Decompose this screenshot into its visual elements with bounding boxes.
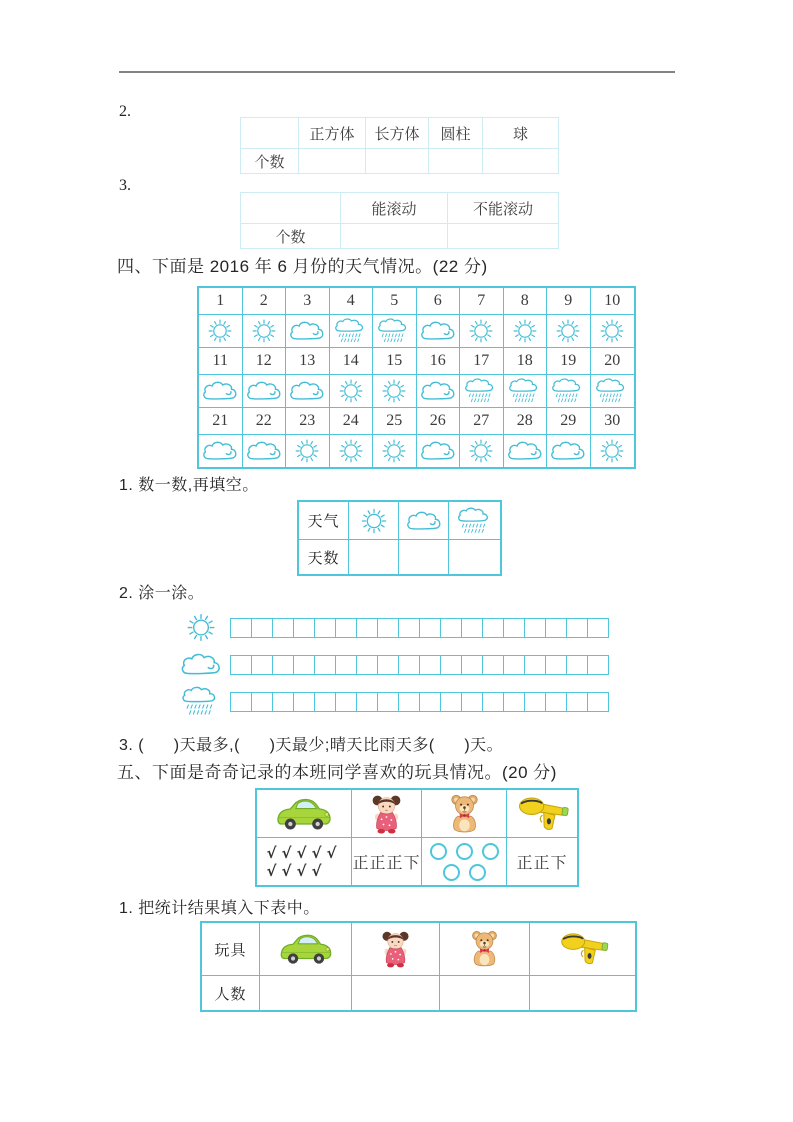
paint-box [398,655,420,675]
calendar-day-cell: 29 [547,408,591,435]
table-header-cell: 长方体 [366,118,429,149]
paint-box [293,655,315,675]
car-image [277,930,335,968]
calendar-weather-cell [460,315,504,348]
calendar-weather-cell [199,375,243,408]
gun-image-cell [530,923,635,976]
sun-icon [592,317,632,345]
table-empty-cell [366,149,429,173]
sun-icon [505,317,545,345]
paint-box [566,692,588,712]
paint-box [440,655,462,675]
tally-marks-text: 正正正下 [352,855,421,872]
paint-box [293,618,315,638]
calendar-weather-cell [330,435,374,467]
calendar-weather-cell [373,435,417,467]
tally-checkmarks [266,844,341,880]
paint-box [398,692,420,712]
table-header-cell: 不能滚动 [448,193,558,224]
paint-box [461,618,483,638]
paint-box [482,655,504,675]
paint-box [587,618,609,638]
paint-box [314,692,336,712]
gun-image [556,931,610,967]
cloud-icon [287,317,327,345]
calendar-day-cell: 16 [417,348,461,375]
sun-icon [548,317,588,345]
fill-blanks-question: 3. ( )天最多,( )天最少;晴天比雨天多( )天。 [119,737,504,754]
paint-box [356,692,378,712]
paint-box [419,618,441,638]
calendar-day-cell: 17 [460,348,504,375]
table-header-cell: 球 [483,118,558,149]
paint-box [251,655,273,675]
tally-circles [430,843,499,881]
paint-box [230,618,252,638]
paint-box [314,655,336,675]
calendar-weather-cell [504,435,548,467]
rolling-table [240,192,559,249]
car-image [273,794,335,834]
days-row-label-cell: 天数 [299,540,349,574]
calendar-weather-cell [547,315,591,348]
paint-box [566,618,588,638]
calendar-weather-cell [417,315,461,348]
rain-icon [455,506,495,536]
rain-icon [592,377,632,405]
paint-box [356,655,378,675]
sun-icon [354,506,394,536]
calendar-day-cell: 19 [547,348,591,375]
days-empty-cell [449,540,500,574]
cloud-icon [287,377,327,405]
tally-cell [507,838,577,885]
tally-cell [352,838,422,885]
calendar-weather-cell [504,375,548,408]
cloud-icon [200,437,240,465]
question-2-label: 2. [119,103,131,120]
table-empty-cell [429,149,483,173]
paint-box [503,655,525,675]
paint-box [251,692,273,712]
paint-box [335,655,357,675]
rain-icon [374,317,414,345]
calendar-weather-cell [243,375,287,408]
calendar-weather-cell [243,315,287,348]
sun-label [178,611,224,644]
calendar-day-cell: 5 [373,288,417,315]
paint-box [377,655,399,675]
paint-box [440,618,462,638]
calendar-day-cell: 23 [286,408,330,435]
paint-box [419,655,441,675]
paint-box-strip [230,655,609,675]
people-empty-cell [440,976,530,1010]
calendar-day-cell: 21 [199,408,243,435]
paint-box [503,618,525,638]
bear-image-cell [422,790,507,838]
rain-icon [461,377,501,405]
cloud-icon [418,317,458,345]
paint-box [293,692,315,712]
calendar-day-cell: 2 [243,288,287,315]
calendar-day-cell: 1 [199,288,243,315]
cloud-label [178,648,224,681]
circle-mark [456,843,473,860]
cloud-icon [418,377,458,405]
paint-box [314,618,336,638]
table-empty-cell [341,224,448,248]
paint-box [545,655,567,675]
sun-icon [244,317,284,345]
paint-box [461,655,483,675]
people-row-label-cell: 人数 [202,976,260,1010]
circle-row [430,843,499,860]
calendar-weather-cell [286,435,330,467]
cloud-icon [178,648,224,681]
paint-box [545,692,567,712]
calendar-day-cell: 18 [504,348,548,375]
calendar-day-cell: 26 [417,408,461,435]
circle-mark [443,864,460,881]
sun-icon [461,317,501,345]
weather-row-label-cell: 天气 [299,502,349,540]
paint-box [398,618,420,638]
paint-box [251,618,273,638]
paint-box [524,692,546,712]
paint-box [377,618,399,638]
cloud-icon [244,437,284,465]
paint-box [545,618,567,638]
table-header-cell: 能滚动 [341,193,448,224]
calendar-weather-cell [286,315,330,348]
paint-box [272,655,294,675]
days-empty-cell [399,540,449,574]
calendar-day-cell: 20 [591,348,635,375]
paint-box [230,655,252,675]
calendar-weather-cell [330,315,374,348]
toy-tally-table [255,788,579,887]
weather-icon-cell [449,502,500,540]
checkmark-line: √√√√ [266,861,327,880]
sun-icon [331,437,371,465]
paint-box [587,655,609,675]
paint-box [335,692,357,712]
tally-cell [257,838,352,885]
weather-icon-cell [349,502,399,540]
calendar-day-cell: 24 [330,408,374,435]
paint-box [335,618,357,638]
calendar-weather-cell [591,435,635,467]
weather-count-table [297,500,502,576]
weather-calendar [197,286,636,469]
sun-icon [461,437,501,465]
calendar-day-cell: 13 [286,348,330,375]
paint-box [230,692,252,712]
paint-box [461,692,483,712]
count-question-label: 1. 数一数,再填空。 [119,477,259,494]
calendar-day-cell: 30 [591,408,635,435]
sun-icon [592,437,632,465]
bear-image-cell [440,923,530,976]
calendar-weather-cell [460,435,504,467]
table-corner-cell [241,118,299,149]
calendar-day-cell: 4 [330,288,374,315]
rain-icon [178,685,224,718]
sun-icon [331,377,371,405]
doll-image-cell [352,790,422,838]
calendar-weather-cell [417,375,461,408]
sun-icon [374,377,414,405]
paint-box [419,692,441,712]
shapes-count-table [240,117,559,174]
calendar-day-cell: 8 [504,288,548,315]
paint-box [482,692,504,712]
weather-icon-cell [399,502,449,540]
calendar-weather-cell [243,435,287,467]
paint-question-label: 2. 涂一涂。 [119,585,205,602]
table-row-label-cell: 个数 [241,149,299,173]
sun-icon [200,317,240,345]
rain-icon [331,317,371,345]
cloud-icon [505,437,545,465]
cloud-icon [244,377,284,405]
car-image-cell [260,923,352,976]
calendar-weather-cell [504,315,548,348]
table-header-cell: 正方体 [299,118,366,149]
section-4-title: 四、下面是 2016 年 6 月份的天气情况。(22 分) [117,257,488,276]
people-empty-cell [260,976,352,1010]
paint-box [524,655,546,675]
checkmark-line: √√√√√ [266,843,342,862]
paint-grid-rows [178,611,618,722]
rain-icon [548,377,588,405]
calendar-day-cell: 25 [373,408,417,435]
table-empty-cell [299,149,366,173]
paint-box-strip [230,618,609,638]
calendar-weather-cell [591,315,635,348]
tally-cell [422,838,507,885]
calendar-weather-cell [199,435,243,467]
cloud-icon [548,437,588,465]
rain-icon [505,377,545,405]
calendar-day-cell: 27 [460,408,504,435]
paint-box [272,618,294,638]
paint-box [272,692,294,712]
gun-image-cell [507,790,577,838]
bear-image [448,793,481,835]
calendar-weather-cell [286,375,330,408]
calendar-day-cell: 7 [460,288,504,315]
doll-image [380,929,411,969]
calendar-day-cell: 3 [286,288,330,315]
gun-image [513,795,571,833]
calendar-day-cell: 10 [591,288,635,315]
paint-box [524,618,546,638]
doll-image-cell [352,923,440,976]
paint-box [440,692,462,712]
table-empty-cell [483,149,558,173]
circle-mark [469,864,486,881]
calendar-day-cell: 28 [504,408,548,435]
calendar-weather-cell [373,315,417,348]
circle-row [430,864,499,881]
sun-icon [374,437,414,465]
paint-box [377,692,399,712]
people-empty-cell [352,976,440,1010]
calendar-weather-cell [460,375,504,408]
calendar-day-cell: 14 [330,348,374,375]
section-5-title: 五、下面是奇奇记录的本班同学喜欢的玩具情况。(20 分) [117,763,557,782]
paint-row [178,611,618,644]
paint-box [482,618,504,638]
calendar-day-cell: 15 [373,348,417,375]
toy-row-label-cell: 玩具 [202,923,260,976]
calendar-weather-cell [547,375,591,408]
calendar-day-cell: 12 [243,348,287,375]
paint-box [587,692,609,712]
sun-icon [287,437,327,465]
paint-box [356,618,378,638]
table-header-cell: 圆柱 [429,118,483,149]
rain-label [178,685,224,718]
paint-box [566,655,588,675]
paint-row [178,685,618,718]
calendar-day-cell: 22 [243,408,287,435]
doll-image [370,793,403,835]
toy-result-table [200,921,637,1012]
calendar-day-cell: 9 [547,288,591,315]
table-row-label-cell: 个数 [241,224,341,248]
calendar-weather-cell [591,375,635,408]
calendar-weather-cell [417,435,461,467]
cloud-icon [404,506,444,536]
result-question-label: 1. 把统计结果填入下表中。 [119,900,320,917]
bear-image [469,929,500,969]
calendar-weather-cell [373,375,417,408]
cloud-icon [200,377,240,405]
table-empty-cell [448,224,558,248]
question-3-label: 3. [119,177,131,194]
calendar-weather-cell [330,375,374,408]
car-image-cell [257,790,352,838]
cloud-icon [418,437,458,465]
paint-row [178,648,618,681]
sun-icon [178,611,224,644]
tally-marks-text: 正正下 [516,855,568,872]
circle-mark [430,843,447,860]
people-empty-cell [530,976,635,1010]
calendar-weather-cell [547,435,591,467]
circle-mark [482,843,499,860]
paint-box-strip [230,692,609,712]
days-empty-cell [349,540,399,574]
table-corner-cell [241,193,341,224]
calendar-day-cell: 11 [199,348,243,375]
page-divider [119,71,675,73]
paint-box [503,692,525,712]
calendar-weather-cell [199,315,243,348]
calendar-day-cell: 6 [417,288,461,315]
